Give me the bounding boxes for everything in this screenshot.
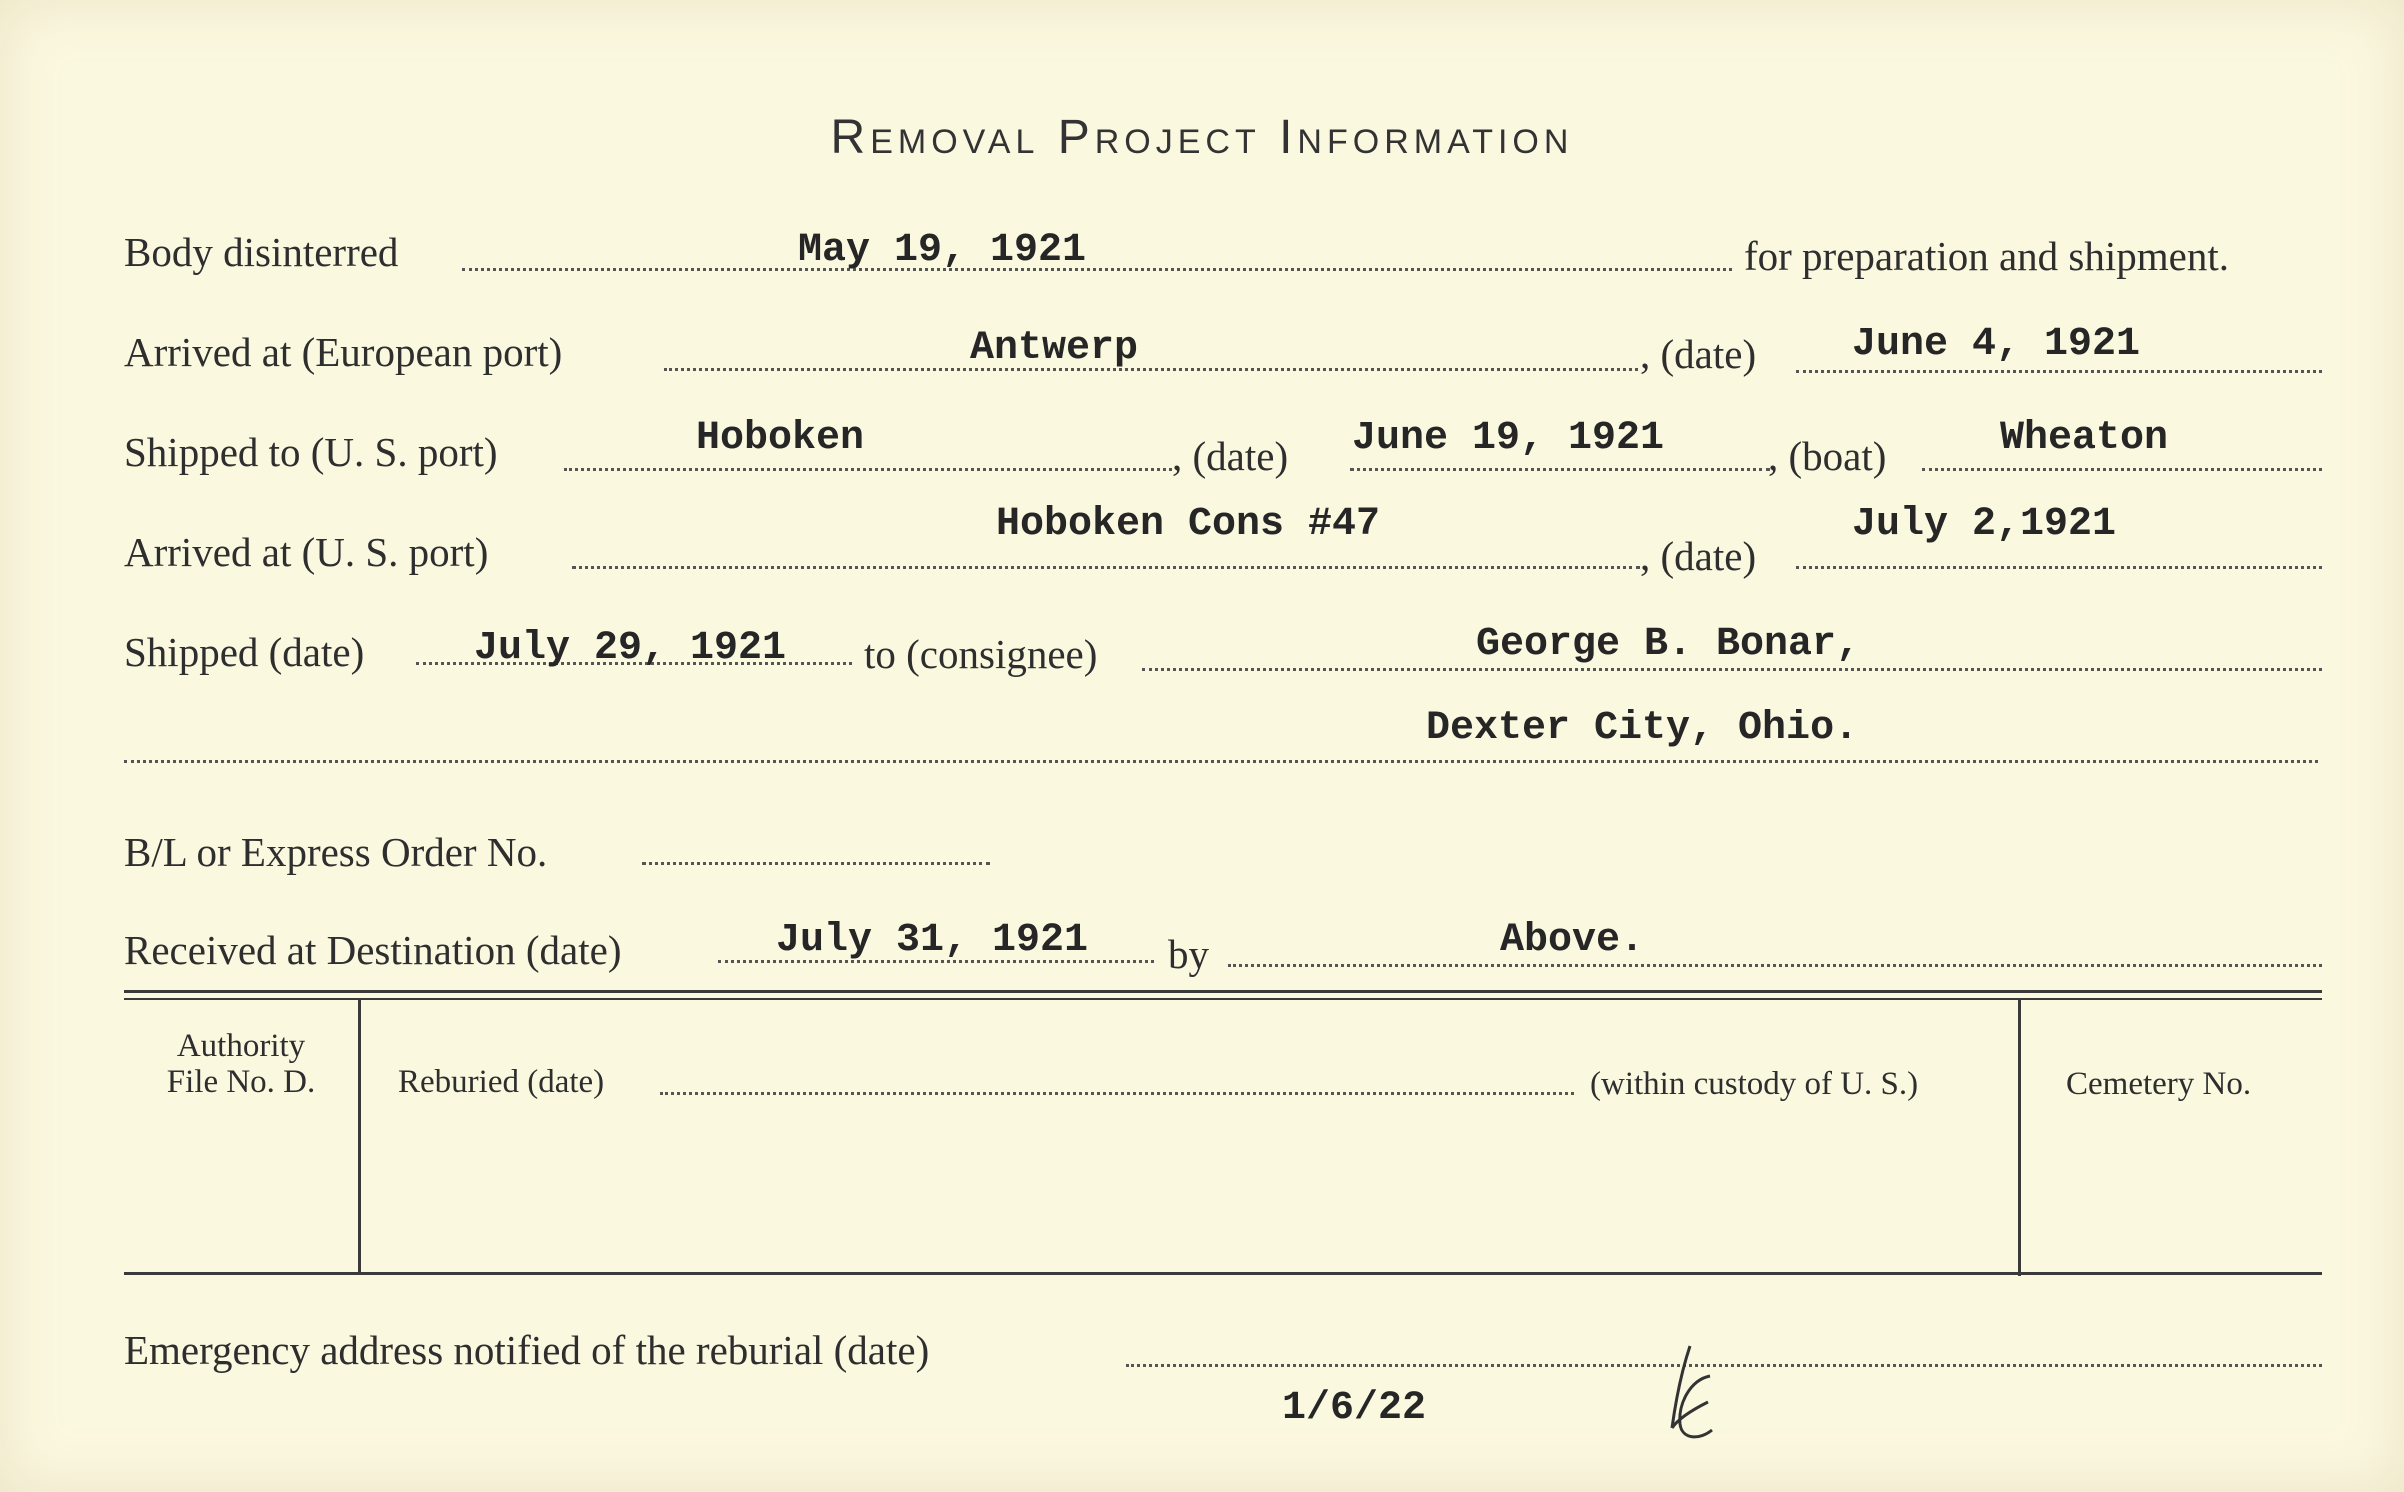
arrived-european-line	[664, 368, 1638, 371]
arrived-us-date-value: July 2,1921	[1852, 502, 2117, 547]
box-top-rule	[124, 990, 2322, 993]
authority-line1: Authority	[176, 1028, 306, 1064]
shipped-us-boat-label: , (boat)	[1768, 433, 1887, 479]
consignee-line1: George B. Bonar,	[1476, 622, 1861, 667]
arrived-us-date-line	[1796, 566, 2322, 569]
custody-label: (within custody of U. S.)	[1590, 1066, 1919, 1102]
shipped-us-label: Shipped to (U. S. port)	[124, 429, 498, 475]
arrived-european-value: Antwerp	[970, 326, 1139, 371]
authority-label	[124, 1028, 358, 1100]
box-top-rule-inner	[124, 998, 2322, 1000]
bl-order-line	[642, 862, 990, 865]
arrived-us-label: Arrived at (U. S. port)	[124, 529, 489, 575]
body-disinterred-label: Body disinterred	[124, 229, 399, 275]
box-divider-right	[2018, 1000, 2021, 1276]
emergency-label: Emergency address notified of the reburial (date)	[124, 1327, 930, 1373]
box-divider-left	[358, 1000, 361, 1272]
emergency-value: 1/6/22	[1282, 1386, 1427, 1431]
received-by-line	[1228, 964, 2322, 967]
body-disinterred-line	[462, 268, 1732, 271]
body-disinterred-value: May 19, 1921	[798, 228, 1087, 273]
form-title: Removal Project Information	[830, 111, 1574, 164]
authority-line2: File No. D.	[166, 1064, 316, 1100]
arrived-european-date-line	[1796, 370, 2322, 373]
arrived-european-date-label: , (date)	[1640, 331, 1757, 377]
received-by-label: by	[1168, 931, 1209, 977]
shipped-us-line	[564, 468, 1172, 471]
received-label: Received at Destination (date)	[124, 927, 622, 973]
cemetery-label: Cemetery No.	[2066, 1066, 2252, 1102]
arrived-european-label: Arrived at (European port)	[124, 329, 563, 375]
shipped-us-boat-line	[1922, 468, 2322, 471]
reburied-line	[660, 1092, 1574, 1095]
bl-order-label: B/L or Express Order No.	[124, 829, 548, 875]
consignee-label: to (consignee)	[864, 631, 1098, 677]
consignee-line2: Dexter City, Ohio.	[1426, 706, 1859, 751]
shipped-date-label: Shipped (date)	[124, 629, 365, 675]
reburied-label: Reburied (date)	[398, 1064, 605, 1100]
arrived-european-date-value: June 4, 1921	[1852, 322, 2141, 367]
shipped-us-boat-value: Wheaton	[2000, 416, 2169, 461]
shipped-date-value: July 29, 1921	[474, 626, 787, 671]
box-bottom-rule	[124, 1272, 2322, 1275]
received-by-value: Above.	[1500, 918, 1645, 963]
arrived-us-value: Hoboken Cons #47	[996, 502, 1381, 547]
consignee-line	[1142, 668, 2322, 671]
shipped-us-date-line	[1350, 468, 1770, 471]
handwritten-initial-mark	[1650, 1336, 1730, 1446]
shipped-us-date-label: , (date)	[1172, 433, 1289, 479]
arrived-us-date-label: , (date)	[1640, 533, 1757, 579]
received-value: July 31, 1921	[776, 918, 1089, 963]
body-disinterred-suffix: for preparation and shipment.	[1744, 233, 2230, 279]
shipped-us-value: Hoboken	[696, 416, 865, 461]
shipped-us-date-value: June 19, 1921	[1352, 416, 1665, 461]
consignee-continuation-line	[124, 760, 2318, 763]
arrived-us-line	[572, 566, 1640, 569]
